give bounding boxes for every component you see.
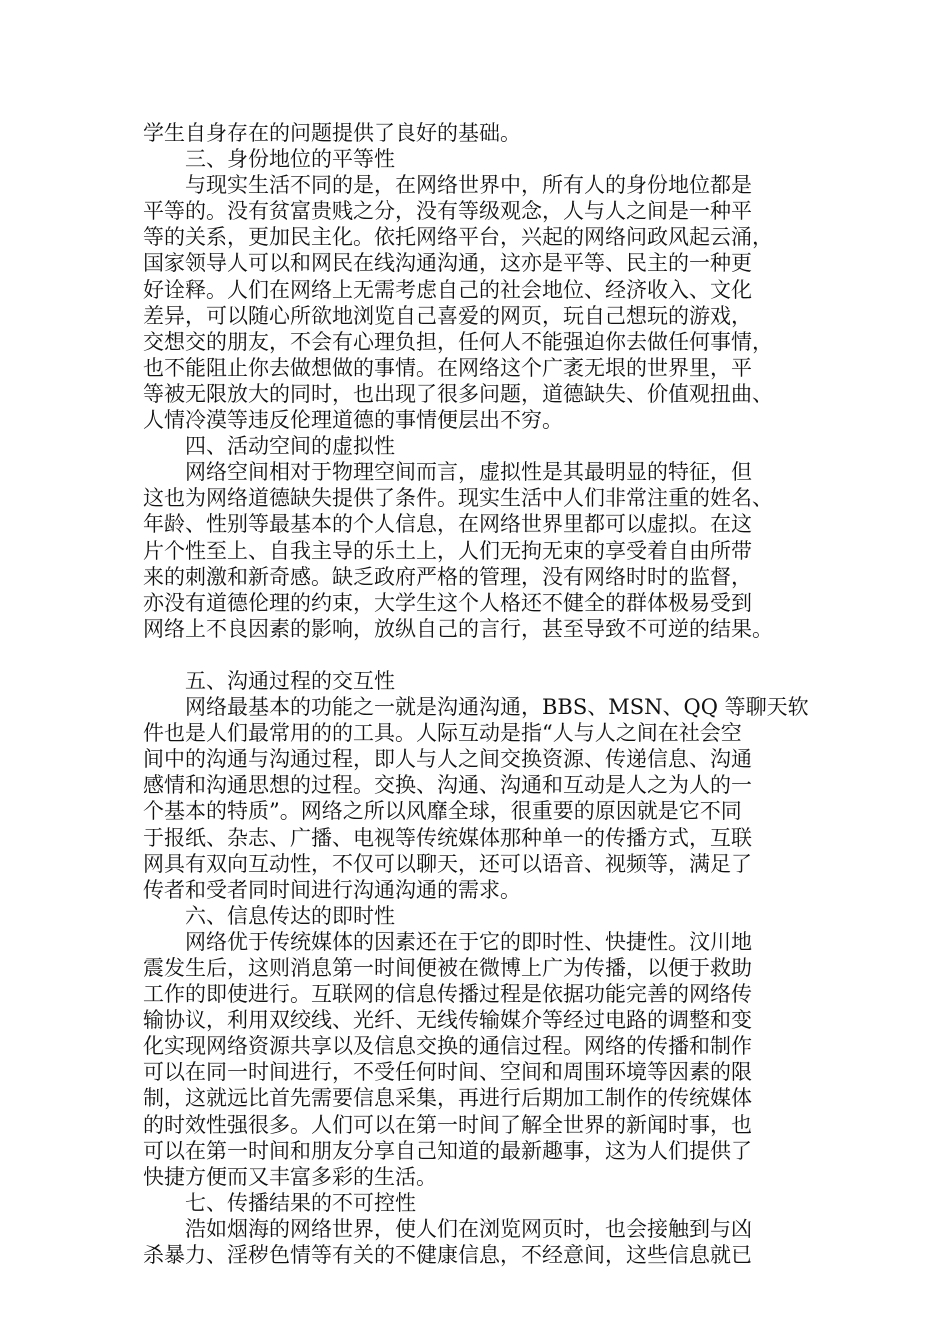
paragraph-line: 制，这就远比首先需要信息采集，再进行后期加工制作的传统媒体 bbox=[143, 1086, 752, 1111]
paragraph-line: 件也是人们最常用的的工具。人际互动是指“人与人之间在社会空 bbox=[143, 721, 742, 746]
paragraph-line: 平等的。没有贫富贵贱之分，没有等级观念，人与人之间是一种平 bbox=[143, 199, 752, 224]
paragraph-line: 等的关系，更加民主化。依托网络平台，兴起的网络问政风起云涌， bbox=[143, 225, 773, 250]
paragraph-line: 个基本的特质”。网络之所以风靡全球，很重要的原因就是它不同 bbox=[143, 799, 742, 824]
paragraph-line: 也不能阻止你去做想做的事情。在网络这个广袤无垠的世界里，平 bbox=[143, 355, 752, 380]
paragraph-line: 间中的沟通与沟通过程，即人与人之间交换资源、传递信息、沟通 bbox=[143, 747, 752, 772]
paragraph-line: 杀暴力、淫秽色情等有关的不健康信息，不经意间，这些信息就已 bbox=[143, 1243, 752, 1268]
section-heading bbox=[143, 146, 808, 172]
section-heading bbox=[143, 1190, 808, 1216]
paragraph-line: 浩如烟海的网络世界，使人们在浏览网页时，也会接触到与凶 bbox=[185, 1216, 752, 1241]
heading-text: 四、活动空间的虚拟性 bbox=[185, 434, 395, 459]
heading-text: 七、传播结果的不可控性 bbox=[185, 1190, 416, 1215]
paragraph-line: 与现实生活不同的是，在网络世界中，所有人的身份地位都是 bbox=[185, 173, 752, 198]
paragraph-line: 片个性至上、自我主导的乐土上，人们无拘无束的享受着自由所带 bbox=[143, 538, 752, 563]
paragraph-line: 差异，可以随心所欲地浏览自己喜爱的网页，玩自己想玩的游戏， bbox=[143, 303, 752, 328]
document-page bbox=[143, 120, 808, 1268]
paragraph-line: 人情冷漠等违反伦理道德的事情便层出不穷。 bbox=[143, 408, 563, 433]
paragraph-line: 网络最基本的功能之一就是沟通沟通，BBS、MSN、QQ 等聊天软 bbox=[185, 695, 809, 720]
heading-text: 六、信息传达的即时性 bbox=[185, 903, 395, 928]
heading-text: 三、身份地位的平等性 bbox=[185, 147, 395, 172]
paragraph-line: 传者和受者同时间进行沟通沟通的需求。 bbox=[143, 877, 521, 902]
paragraph-line: 来的刺激和新奇感。缺乏政府严格的管理，没有网络时时的监督， bbox=[143, 564, 752, 589]
paragraph-line: 网络空间相对于物理空间而言，虚拟性是其最明显的特征，但 bbox=[185, 460, 752, 485]
body-paragraph bbox=[143, 459, 808, 642]
paragraph-line: 交想交的朋友，不会有心理负担，任何人不能强迫你去做任何事情， bbox=[143, 329, 773, 354]
paragraph-line: 国家领导人可以和网民在线沟通沟通，这亦是平等、民主的一种更 bbox=[143, 251, 752, 276]
heading-text: 五、沟通过程的交互性 bbox=[185, 668, 395, 693]
paragraph-line: 这也为网络道德缺失提供了条件。现实生活中人们非常注重的姓名、 bbox=[143, 486, 773, 511]
body-paragraph bbox=[143, 929, 808, 1190]
section-heading bbox=[143, 668, 808, 694]
paragraph-line: 快捷方便而又丰富多彩的生活。 bbox=[143, 1164, 437, 1189]
paragraph-line: 好诠释。人们在网络上无需考虑自己的社会地位、经济收入、文化 bbox=[143, 277, 752, 302]
body-paragraph bbox=[143, 694, 808, 903]
paragraph-line: 亦没有道德伦理的约束，大学生这个人格还不健全的群体极易受到 bbox=[143, 590, 752, 615]
paragraph-line: 等被无限放大的同时，也出现了很多问题，道德缺失、价值观扭曲、 bbox=[143, 381, 773, 406]
paragraph-line: 输协议，利用双绞线、光纤、无线传输媒介等经过电路的调整和变 bbox=[143, 1008, 752, 1033]
paragraph-line: 感情和沟通思想的过程。交换、沟通、沟通和互动是人之为人的一 bbox=[143, 773, 752, 798]
body-paragraph bbox=[143, 1216, 808, 1268]
paragraph-line: 于报纸、杂志、广播、电视等传统媒体那种单一的传播方式，互联 bbox=[143, 825, 752, 850]
paragraph-line: 网络优于传统媒体的因素还在于它的即时性、快捷性。汶川地 bbox=[185, 929, 752, 954]
paragraph-gap bbox=[143, 642, 808, 668]
paragraph-line: 可以在同一时间进行，不受任何时间、空间和周围环境等因素的限 bbox=[143, 1060, 752, 1085]
paragraph-line: 网络上不良因素的影响，放纵自己的言行，甚至导致不可逆的结果。 bbox=[143, 616, 773, 641]
paragraph-line: 学生自身存在的问题提供了良好的基础。 bbox=[143, 121, 521, 145]
body-paragraph bbox=[143, 120, 808, 146]
paragraph-line: 年龄、性别等最基本的个人信息，在网络世界里都可以虚拟。在这 bbox=[143, 512, 752, 537]
section-heading bbox=[143, 903, 808, 929]
paragraph-line: 工作的即使进行。互联网的信息传播过程是依据功能完善的网络传 bbox=[143, 982, 752, 1007]
paragraph-line: 震发生后，这则消息第一时间便被在微博上广为传播，以便于救助 bbox=[143, 956, 752, 980]
paragraph-line: 化实现网络资源共享以及信息交换的通信过程。网络的传播和制作 bbox=[143, 1034, 752, 1059]
paragraph-line: 可以在第一时间和朋友分享自己知道的最新趣事，这为人们提供了 bbox=[143, 1138, 752, 1163]
paragraph-line: 网具有双向互动性，不仅可以聊天，还可以语音、视频等，满足了 bbox=[143, 851, 752, 876]
section-heading bbox=[143, 433, 808, 459]
paragraph-line: 的时效性强很多。人们可以在第一时间了解全世界的新闻时事，也 bbox=[143, 1112, 752, 1137]
body-paragraph bbox=[143, 172, 808, 433]
